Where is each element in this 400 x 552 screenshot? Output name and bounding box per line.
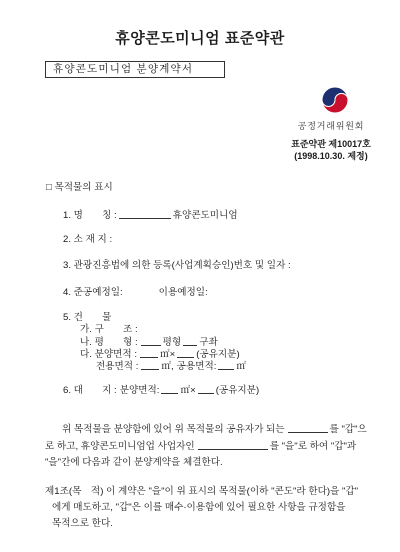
item-land (63, 384, 259, 397)
building-area-detail (96, 360, 246, 373)
document-title: 휴양콘도미니엄 표준약관 (115, 30, 285, 47)
exclusive-area-unit: ㎡, (161, 361, 174, 372)
fill-in-blank (161, 384, 178, 394)
use-date-label: 이용예정일: (158, 287, 208, 298)
preamble-text: 를 "을"로 하여 "갑"과 (269, 441, 357, 452)
building-size-label: 나. 평 형 : (80, 337, 138, 348)
article-line: 에게 매도하고, "갑"은 이를 매수·이용함에 있어 필요한 사항을 규정함을 (52, 502, 346, 513)
fill-in-blank (119, 209, 171, 219)
issuer-block (286, 86, 376, 162)
contract-title-box (45, 61, 225, 78)
preamble-line: "을"간에 다음과 같이 분양계약을 체결한다. (45, 457, 223, 468)
fill-in-blank (141, 336, 161, 346)
area-unit: ㎡× (160, 349, 176, 360)
item-building: 5. 건 물 (63, 312, 112, 323)
preamble-text: 를 "갑"으 (329, 424, 367, 435)
common-area-unit: ㎡ (236, 361, 247, 372)
building-structure: 가. 구 조 : (80, 324, 138, 335)
land-share-note: (공유지분) (215, 385, 260, 396)
preamble-line (45, 440, 356, 453)
land-area-unit: ㎡× (180, 385, 196, 396)
fill-in-blank (141, 360, 159, 370)
exclusive-area-label: 전용면적 : (96, 361, 139, 372)
preamble-text: 로 하고, 휴양콘도미니엄업 사업자인 (45, 441, 195, 452)
contract-title: 휴양콘도미니엄 분양계약서 (53, 63, 194, 75)
share-note: (공유지분) (196, 349, 240, 360)
completion-date-label: 4. 준공예정일: (63, 287, 123, 298)
article-line: 제1조(목 적) 이 계약은 "을"이 위 표시의 목적물(이하 "콘도"라 한다)을 "갑" (45, 486, 359, 497)
fill-in-blank (140, 348, 158, 358)
terms-number: 표준약관 제10017호 (291, 139, 371, 149)
issuer-name: 공정거래위원회 (297, 121, 365, 131)
item-name (63, 209, 238, 222)
fill-in-blank (198, 384, 214, 394)
item-registration: 3. 관광진흥법에 의한 등록(사업계획승인)번호 및 일자 : (63, 260, 291, 271)
item-name-value: 휴양콘도미니엄 (172, 210, 238, 221)
fill-in-blank (177, 348, 194, 358)
size-unit: 평형 (162, 337, 182, 348)
land-area-label: 분양면적: (119, 385, 160, 396)
fill-in-blank (288, 423, 328, 433)
item-dates (63, 287, 208, 299)
fill-in-blank (198, 440, 268, 450)
article-line: 목적으로 한다. (52, 518, 113, 529)
section-heading: □ 목적물의 표시 (46, 182, 113, 193)
common-area-label: 공용면적: (176, 361, 217, 372)
fill-in-blank (183, 336, 197, 346)
fill-in-blank (218, 360, 234, 370)
sale-area-label: 다. 분양면적 : (80, 349, 137, 360)
kftc-emblem-icon (321, 86, 349, 114)
preamble-text: 위 목적물을 분양함에 있어 위 목적물의 공유자가 되는 (62, 424, 285, 435)
share-unit: 구좌 (199, 337, 218, 348)
enacted-date: (1998.10.30. 제정) (294, 151, 368, 161)
item-location: 2. 소 재 지 : (63, 234, 113, 245)
land-label: 6. 대 지 : (63, 385, 117, 396)
item-name-label: 1. 명 칭 : (63, 210, 117, 221)
preamble-line (62, 423, 367, 436)
